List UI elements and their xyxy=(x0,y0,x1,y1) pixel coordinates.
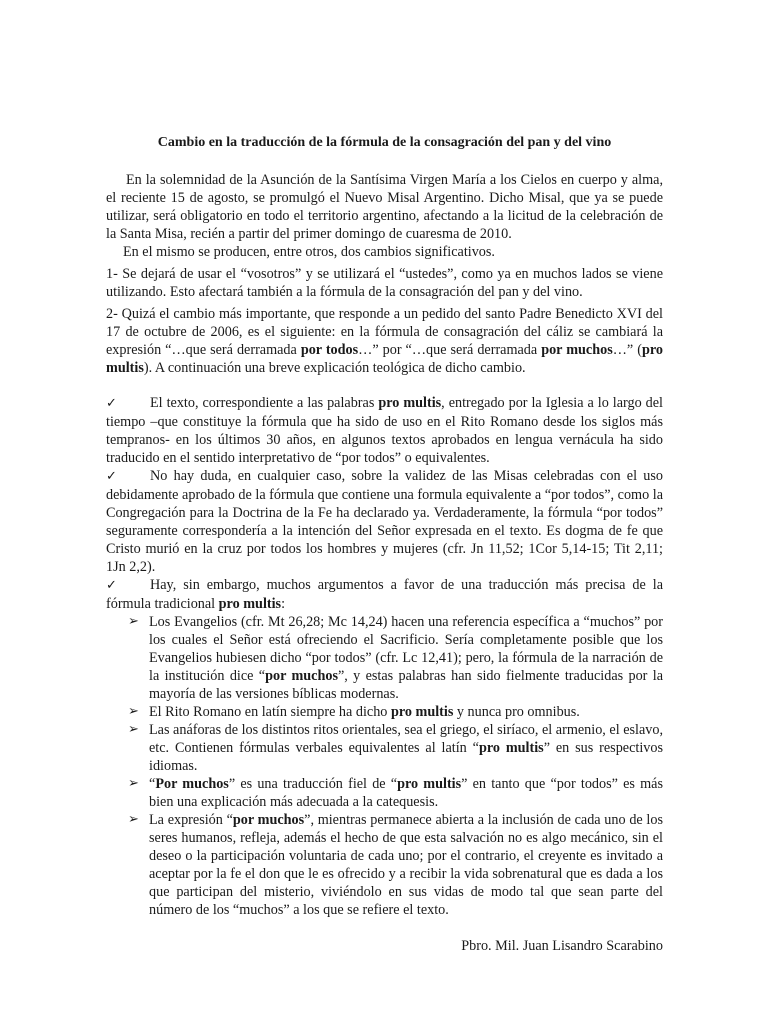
arrow-bullet-icon: ➢ xyxy=(128,722,139,737)
bold-term: pro multis xyxy=(218,596,282,612)
arrow-item-5 xyxy=(128,811,663,919)
text-run: Hay, sin embargo, muchos argumentos a favor de una traducción más precisa de la fórmula tradicional xyxy=(106,577,663,612)
document-title: Cambio en la traducción de la fórmula de la consagración del pan y del vino xyxy=(157,135,612,150)
arrow-bullet-icon: ➢ xyxy=(128,776,139,791)
bold-term: por todos xyxy=(300,342,359,358)
text-run: ). A continuación una breve explicación teológica de dicho cambio. xyxy=(143,360,526,376)
check-item-2 xyxy=(106,467,663,576)
arrow-item-4 xyxy=(128,775,663,811)
bold-term: por muchos xyxy=(265,668,338,684)
text-run: : xyxy=(281,596,286,612)
check-item-3 xyxy=(106,576,663,613)
text-run: Las anáforas de los distintos ritos orientales, sea el griego, el siríaco, el armenio, el eslavo, etc. Contienen fórmulas verbales equivalentes al latín “ xyxy=(149,722,663,756)
text-run: Los Evangelios (cfr. Mt 26,28; Mc 14,24) hacen una referencia específica a “muchos” por los cuales el Señor está ofreciendo el Sacrificio. Sería completamente posible que los Evangelios hubiesen dicho “por todos” (cfr. Lc 12,41); pero, la fórmula de la narración de la institución dice “ xyxy=(149,614,663,684)
author-signature: Pbro. Mil. Juan Lisandro Scarabino xyxy=(461,938,663,954)
arrow-bullet-icon: ➢ xyxy=(128,812,139,827)
bold-term: pro multis xyxy=(378,395,442,411)
text-run: ”, y estas palabras han sido fielmente traducidas por la mayoría de las versiones bíblicas modernas. xyxy=(149,668,663,702)
text-run: y nunca pro omnibus. xyxy=(453,704,580,720)
text-run: ” es una traducción fiel de “ xyxy=(228,776,398,792)
text-run: El texto, correspondiente a las palabras xyxy=(150,395,379,411)
text-run: 2- Quizá el cambio más importante, que responde a un pedido del santo Padre Benedicto XVI del 17 de octubre de 2006, es el siguiente: en la fórmula de consagración del cáliz se cambiará la expresión “…que será derramada xyxy=(106,306,663,358)
bold-term: por muchos xyxy=(541,342,613,358)
arrow-item-1 xyxy=(128,613,663,703)
arrow-bullet-icon: ➢ xyxy=(128,614,139,629)
arrow-item-3 xyxy=(128,721,663,775)
change-1-paragraph: 1- Se dejará de usar el “vosotros” y se utilizará el “ustedes”, como ya en muchos lados se viene utilizando. Esto afectará también a la fórmula de la consagración del pan y del vino. xyxy=(106,266,663,300)
intro-paragraph-1: En la solemnidad de la Asunción de la Santísima Virgen María a los Cielos en cuerpo y alma, el reciente 15 de agosto, se promulgó el Nuevo Misal Argentino. Dicho Misal, que ya se puede utilizar, será obligatorio en todo el territorio argentino, afectando a la licitud de la celebración de la Santa Misa, recién a partir del primer domingo de cuaresma de 2010. xyxy=(106,172,663,242)
text-run: “ xyxy=(149,776,156,792)
bold-term: pro multis xyxy=(106,342,663,376)
change-2-paragraph xyxy=(106,305,663,377)
bold-term: pro multis xyxy=(390,704,454,720)
intro-paragraph-2: En el mismo se producen, entre otros, dos cambios significativos. xyxy=(123,244,495,260)
checkmark-icon: ✓ xyxy=(106,396,117,411)
bold-term: pro multis xyxy=(478,740,544,756)
arrow-list xyxy=(106,613,663,919)
text-run: ” en tanto que “por todos” es más bien una explicación más adecuada a la catequesis. xyxy=(149,776,663,810)
text-run: , entregado por la Iglesia a lo largo del tiempo –que constituye la fórmula que ha sido de uso en el Rito Romano desde los siglos más tempranos- en los últimos 30 años, en algunos textos aprobados en lengua vernácula ha sido traducido en el sentido interpretativo de “por todos” o equivalentes. xyxy=(106,395,663,466)
checkmark-icon: ✓ xyxy=(106,578,117,593)
checkmark-icon: ✓ xyxy=(106,469,117,484)
text-run: No hay duda, en cualquier caso, sobre la validez de las Misas celebradas con el uso debidamente aprobado de la fórmula que contiene una formula equivalente a “por todos”, como la Congregación para la Doctrina de la Fe ha declarado ya. Verdaderamente, la fórmula “por todos” seguramente correspondería a la intención del Señor expresada en el texto. Es dogma de fe que Cristo murió en la cruz por todos los hombres y mujeres (cfr. Jn 11,52; 1Cor 5,14-15; Tit 2,11; 1Jn 2,2). xyxy=(106,468,663,575)
bold-term: por muchos xyxy=(232,812,305,828)
arrow-bullet-icon: ➢ xyxy=(128,704,139,719)
bold-term: Por muchos xyxy=(155,776,229,792)
text-run: La expresión “ xyxy=(149,812,233,828)
text-run: …” por “…que será derramada xyxy=(358,342,542,358)
text-run: …” ( xyxy=(612,342,642,358)
text-run: El Rito Romano en latín siempre ha dicho xyxy=(149,704,391,720)
text-run: ”, mientras permanece abierta a la inclusión de cada uno de los seres humanos, refleja, además el hecho de que esta salvación no es algo mecánico, sin el deseo o la participación voluntaria de cada uno; por el contrario, el creyente es invitado a aceptar por la fe el don que le es ofrecido y a recibir la vida sobrenatural que es dada a los que participan del misterio, viviéndolo en sus vidas de modo tal que sean parte del número de los “muchos” a los que se refiere el texto. xyxy=(149,812,663,918)
check-item-1 xyxy=(106,394,663,467)
text-run: ” en sus respectivos idiomas. xyxy=(149,740,663,774)
arrow-item-2 xyxy=(128,703,663,721)
bold-term: pro multis xyxy=(397,776,462,792)
